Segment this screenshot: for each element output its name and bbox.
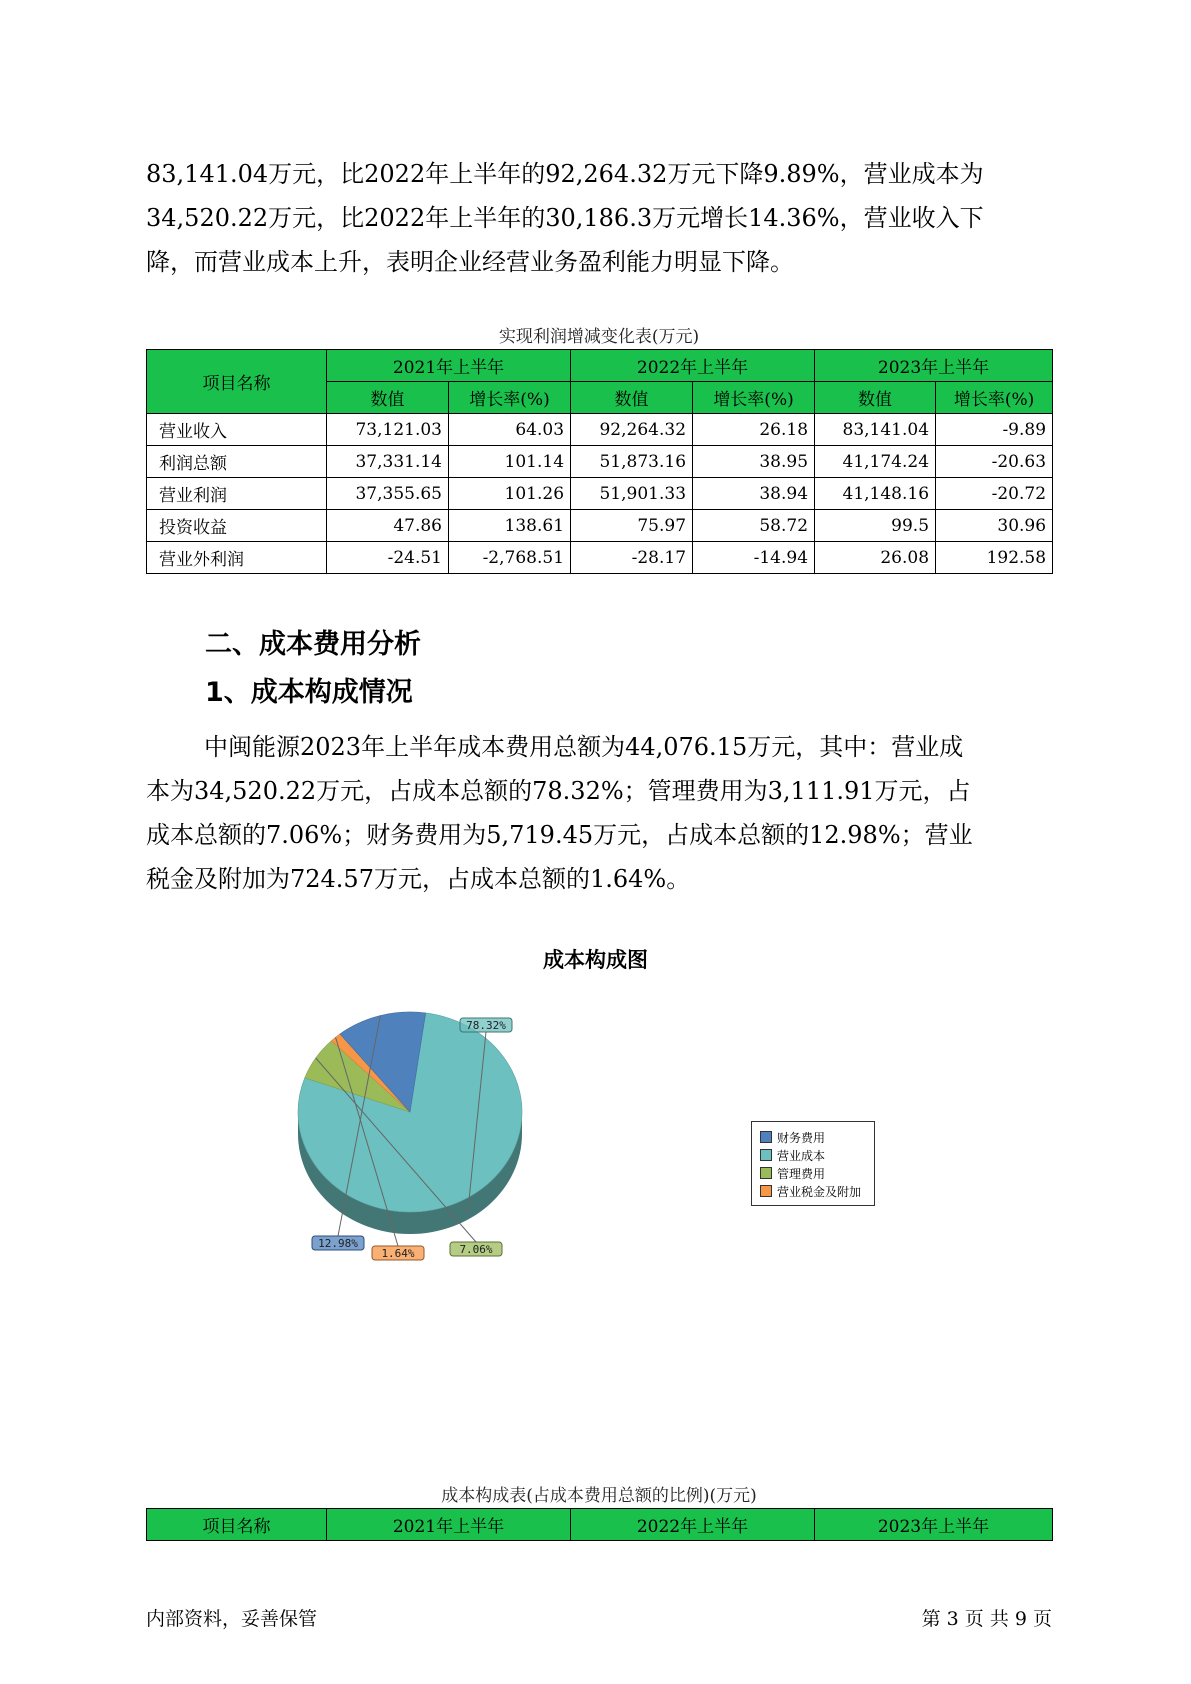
cost-paragraph <box>146 725 1052 901</box>
cell: 138.61 <box>449 510 571 542</box>
cell: 38.95 <box>693 446 815 478</box>
cell: -24.51 <box>327 542 449 574</box>
sub-heading: 1、成本构成情况 <box>205 677 413 708</box>
col-header-value: 数值 <box>815 382 936 414</box>
legend-swatch <box>760 1167 772 1179</box>
legend-label: 营业成本 <box>777 1148 826 1163</box>
data-label: 78.32% <box>466 1019 506 1032</box>
cell: -20.63 <box>936 446 1053 478</box>
col-header-value: 数值 <box>327 382 449 414</box>
cell: -14.94 <box>693 542 815 574</box>
cell: 75.97 <box>571 510 693 542</box>
cell: 73,121.03 <box>327 414 449 446</box>
cost-line: 税金及附加为724.57万元，占成本总额的1.64%。 <box>146 865 691 893</box>
legend-item <box>760 1164 868 1182</box>
legend-swatch <box>760 1185 772 1197</box>
cost-line: 成本总额的7.06%；财务费用为5,719.45万元，占成本总额的12.98%；营业 <box>146 821 973 849</box>
profit-table <box>146 349 1053 574</box>
chart-title: 成本构成图 <box>543 948 648 972</box>
intro-line: 降，而营业成本上升，表明企业经营业务盈利能力明显下降。 <box>146 248 794 276</box>
cost-table-caption: 成本构成表(占成本费用总额的比例)(万元) <box>441 1486 757 1506</box>
cell: 51,901.33 <box>571 478 693 510</box>
cost-table <box>146 1508 1053 1541</box>
col-header-year: 2021年上半年 <box>327 1509 571 1541</box>
legend-item <box>760 1128 868 1146</box>
row-label: 营业外利润 <box>147 542 327 574</box>
cell: -9.89 <box>936 414 1053 446</box>
data-label: 12.98% <box>318 1237 358 1250</box>
cell: 192.58 <box>936 542 1053 574</box>
cell: 26.18 <box>693 414 815 446</box>
cell: -2,768.51 <box>449 542 571 574</box>
cell: -20.72 <box>936 478 1053 510</box>
col-header-year: 2023年上半年 <box>815 350 1053 382</box>
legend-swatch <box>760 1149 772 1161</box>
legend-item <box>760 1182 868 1200</box>
table-row <box>147 542 1053 574</box>
profit-table-caption: 实现利润增减变化表(万元) <box>498 327 700 347</box>
row-label: 利润总额 <box>147 446 327 478</box>
cell: 101.26 <box>449 478 571 510</box>
cell: 41,148.16 <box>815 478 936 510</box>
col-header-rate: 增长率(%) <box>449 382 571 414</box>
intro-paragraph <box>146 152 1052 284</box>
footer-page-number: 第 3 页 共 9 页 <box>921 1608 1052 1630</box>
footer-left: 内部资料，妥善保管 <box>146 1608 318 1630</box>
table-row <box>147 414 1053 446</box>
col-header-year: 2023年上半年 <box>815 1509 1053 1541</box>
cost-line: 中闽能源2023年上半年成本费用总额为44,076.15万元，其中：营业成 <box>204 733 964 761</box>
row-label: 营业收入 <box>147 414 327 446</box>
col-header-year: 2022年上半年 <box>571 350 815 382</box>
cell: 83,141.04 <box>815 414 936 446</box>
cell: 41,174.24 <box>815 446 936 478</box>
legend-label: 管理费用 <box>777 1166 826 1181</box>
cell: 99.5 <box>815 510 936 542</box>
cell: -28.17 <box>571 542 693 574</box>
section-heading: 二、成本费用分析 <box>205 629 421 660</box>
col-header-name: 项目名称 <box>147 350 327 414</box>
profit-table-header-row <box>147 350 1053 382</box>
pie-chart <box>290 1000 570 1270</box>
table-row <box>147 478 1053 510</box>
cell: 26.08 <box>815 542 936 574</box>
row-label: 投资收益 <box>147 510 327 542</box>
col-header-rate: 增长率(%) <box>693 382 815 414</box>
chart-legend <box>751 1121 875 1206</box>
legend-label: 营业税金及附加 <box>777 1184 862 1199</box>
cost-table-header-row <box>147 1509 1053 1541</box>
table-row <box>147 510 1053 542</box>
col-header-name: 项目名称 <box>147 1509 327 1541</box>
intro-line: 34,520.22万元，比2022年上半年的30,186.3万元增长14.36%，营业收入下 <box>146 204 984 232</box>
col-header-rate: 增长率(%) <box>936 382 1053 414</box>
cell: 64.03 <box>449 414 571 446</box>
cell: 51,873.16 <box>571 446 693 478</box>
table-row <box>147 446 1053 478</box>
cell: 30.96 <box>936 510 1053 542</box>
cell: 92,264.32 <box>571 414 693 446</box>
cost-line: 本为34,520.22万元，占成本总额的78.32%；管理费用为3,111.91万元，占 <box>146 777 971 805</box>
intro-line: 83,141.04万元，比2022年上半年的92,264.32万元下降9.89%，营业成本为 <box>146 160 984 188</box>
col-header-year: 2021年上半年 <box>327 350 571 382</box>
cell: 47.86 <box>327 510 449 542</box>
cell: 37,355.65 <box>327 478 449 510</box>
data-label: 1.64% <box>381 1247 415 1260</box>
cell: 38.94 <box>693 478 815 510</box>
row-label: 营业利润 <box>147 478 327 510</box>
legend-label: 财务费用 <box>777 1130 826 1145</box>
cell: 37,331.14 <box>327 446 449 478</box>
legend-item <box>760 1146 868 1164</box>
col-header-value: 数值 <box>571 382 693 414</box>
legend-swatch <box>760 1131 772 1143</box>
data-label: 7.06% <box>459 1243 493 1256</box>
col-header-year: 2022年上半年 <box>571 1509 815 1541</box>
cell: 58.72 <box>693 510 815 542</box>
cell: 101.14 <box>449 446 571 478</box>
